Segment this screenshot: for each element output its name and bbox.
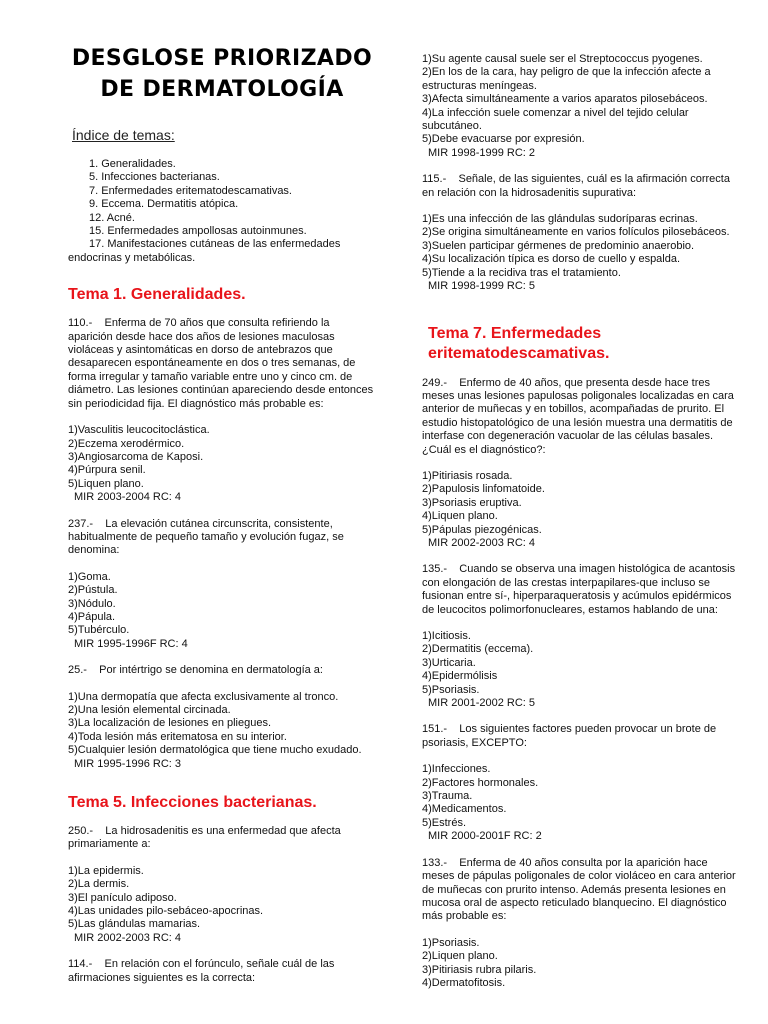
exam-reference: MIR 1998-1999 RC: 5 <box>428 280 535 293</box>
question-115 <box>422 173 738 293</box>
tema-7-heading-line-2: eritematodescamativas. <box>428 344 610 362</box>
options-list <box>422 470 738 550</box>
index-item: 1. Generalidades. <box>89 158 176 170</box>
option: 2)Se origina simultáneamente en varios folículos pilosebáceos. <box>422 226 730 239</box>
index-item: 9. Eccema. Dermatitis atópica. <box>89 198 239 211</box>
option: 5)Tiende a la recidiva tras el tratamiento. <box>422 266 621 279</box>
option: 4)Su localización típica es dorso de cuello y espalda. <box>422 253 681 266</box>
question-237 <box>68 518 376 652</box>
option: 2)En los de la cara, hay peligro de que la infección afecte a estructuras meníngeas. <box>422 66 711 92</box>
option: 2)Una lesión elemental circinada. <box>68 704 231 716</box>
index-item: 7. Enfermedades eritematodescamativas. <box>89 184 292 197</box>
option: 4)Epidermólisis <box>422 670 498 683</box>
left-column <box>68 0 376 985</box>
exam-reference: MIR 2003-2004 RC: 4 <box>74 491 181 504</box>
index-item: 17. Manifestaciones cutáneas de las enfermedades endocrinas y metabólicas. <box>68 238 341 264</box>
question-text: 25.- Por intértrigo se denomina en dermatología a: <box>68 664 323 677</box>
question-249 <box>422 377 738 551</box>
index-item: 12. Acné. <box>89 211 135 224</box>
option: 2)La dermis. <box>68 878 130 891</box>
exam-reference: MIR 2002-2003 RC: 4 <box>74 931 181 944</box>
option: 4)Púrpura senil. <box>68 464 146 477</box>
question-text: 237.- La elevación cutánea circunscrita, consistente, habitualmente de pequeño tamaño y evolución fugaz, se denomina: <box>68 517 347 557</box>
option: 5)Tubérculo. <box>68 624 130 637</box>
exam-reference: MIR 2002-2003 RC: 4 <box>428 536 535 549</box>
tema-1-heading: Tema 1. Generalidades. <box>68 286 246 304</box>
option: 3)Trauma. <box>422 790 473 803</box>
question-250 <box>68 825 376 945</box>
option: 1)Pitiriasis rosada. <box>422 469 513 482</box>
option: 5)Las glándulas mamarias. <box>68 918 201 931</box>
option: 4)La infección suele comenzar a nivel del tejido celular subcutáneo. <box>422 106 689 133</box>
option: 4)Medicamentos. <box>422 803 507 816</box>
right-column <box>422 53 738 990</box>
option: 1)Infecciones. <box>422 763 491 776</box>
options-list <box>422 763 738 843</box>
option: 5)Liquen plano. <box>68 477 144 490</box>
option: 2)Factores hormonales. <box>422 776 539 789</box>
option: 3)Suelen participar gérmenes de predominio anaerobio. <box>422 239 695 252</box>
option: 1)Goma. <box>68 570 111 583</box>
option: 2)Pústula. <box>68 584 118 597</box>
question-135 <box>422 563 738 710</box>
option: 4)Las unidades pilo-sebáceo-apocrinas. <box>68 905 264 918</box>
option: 2)Liquen plano. <box>422 950 498 963</box>
option: 5)Estrés. <box>422 816 467 829</box>
index-heading: Índice de temas: <box>72 127 175 143</box>
question-text: 133.- Enferma de 40 años consulta por la aparición hace meses de pápulas poligonales de color violáceo en cara anterior de muñecas con prurito intenso. Además presenta lesiones en mucosa oral de aspecto reticulado blanquecino. El diagnóstico más probable es: <box>422 856 739 923</box>
option: 2)Eczema xerodérmico. <box>68 437 185 450</box>
options-list <box>68 691 376 771</box>
options-list <box>422 937 738 991</box>
index-item: 5. Infecciones bacterianas. <box>89 171 220 184</box>
question-110 <box>68 317 376 504</box>
option: 5)Psoriasis. <box>422 683 480 696</box>
option: 1)Icitiosis. <box>422 630 471 642</box>
option: 5)Debe evacuarse por expresión. <box>422 133 585 146</box>
options-list <box>68 865 376 945</box>
option: 3)Angiosarcoma de Kaposi. <box>68 450 204 463</box>
option: 4)Pápula. <box>68 610 116 623</box>
index-list <box>68 158 376 265</box>
option: 2)Papulosis linfomatoide. <box>422 483 545 496</box>
option: 1)Es una infección de las glándulas sudoríparas ecrinas. <box>422 213 698 226</box>
option: 5)Pápulas piezogénicas. <box>422 523 542 536</box>
options-list <box>68 571 376 651</box>
title-line-2: DE DERMATOLOGÍA <box>100 77 344 102</box>
tema-5-heading: Tema 5. Infecciones bacterianas. <box>68 794 317 812</box>
question-151 <box>422 723 738 843</box>
question-114-options <box>422 53 738 160</box>
question-text: 250.- La hidrosadenitis es una enfermedad que afecta primariamente a: <box>68 825 344 851</box>
question-text: 135.- Cuando se observa una imagen histológica de acantosis con elongación de las crestas interpapilares-que incluso se fusionan entre sí-, hiperparaqueratosis y acúmulos epidérmicos de leucocitos polimorfonucleares, estamos hablando de una: <box>422 563 739 616</box>
exam-reference: MIR 1998-1999 RC: 2 <box>428 146 535 159</box>
option: 5)Cualquier lesión dermatológica que tiene mucho exudado. <box>68 744 362 757</box>
option: 3)Pitiriasis rubra pilaris. <box>422 963 537 976</box>
title-line-1: DESGLOSE PRIORIZADO <box>71 46 373 71</box>
question-25 <box>68 664 376 771</box>
question-text: 249.- Enfermo de 40 años, que presenta desde hace tres meses unas lesiones papulosas poligonales localizadas en cara anterior de muñecas y en tobillos, acompañadas de prurito. El estudio histopatológico de una lesión muestra una dermatitis de interfase con degeneración vacuolar de las células basales. ¿Cuál es el diagnóstico?: <box>422 376 737 456</box>
question-text: 115.- Señale, de las siguientes, cuál es la afirmación correcta en relación con la hidrosadenitis supurativa: <box>422 173 734 199</box>
question-133 <box>422 857 738 991</box>
option: 3)El panículo adiposo. <box>68 891 177 904</box>
option: 1)Su agente causal suele ser el Streptococcus pyogenes. <box>422 53 703 65</box>
option: 1)La epidermis. <box>68 864 144 877</box>
index-item: 15. Enfermedades ampollosas autoinmunes. <box>89 225 307 238</box>
question-text: 151.- Los siguientes factores pueden provocar un brote de psoriasis, EXCEPTO: <box>422 723 720 749</box>
question-text: 110.- Enferma de 70 años que consulta refiriendo la aparición desde hace dos años de lesiones maculosas violáceas y asintomáticas en dorso de antebrazos que desaparecen espontáneamente en dos o tres semanas, de forma irregular y tamaño variable entre uno y cinco cm. de diámetro. Las lesiones continúan apareciendo desde entonces sin periodicidad fija. El diagnóstico más probable es: <box>68 317 377 410</box>
option: 3)Nódulo. <box>68 597 116 610</box>
option: 4)Toda lesión más eritematosa en su interior. <box>68 730 287 743</box>
tema-7-heading-line-1: Tema 7. Enfermedades <box>428 324 602 342</box>
options-list <box>68 424 376 504</box>
exam-reference: MIR 1995-1996F RC: 4 <box>74 637 188 650</box>
exam-reference: MIR 2001-2002 RC: 5 <box>428 697 535 710</box>
option: 3)La localización de lesiones en pliegues. <box>68 717 272 730</box>
tema-7-heading <box>428 324 738 364</box>
document-title <box>68 43 376 105</box>
option: 1)Una dermopatía que afecta exclusivamente al tronco. <box>68 690 339 703</box>
option: 3)Urticaria. <box>422 656 476 669</box>
option: 2)Dermatitis (eccema). <box>422 643 534 656</box>
option: 4)Liquen plano. <box>422 510 498 523</box>
option: 3)Psoriasis eruptiva. <box>422 496 522 509</box>
option: 4)Dermatofitosis. <box>422 976 506 989</box>
options-list <box>422 630 738 710</box>
question-114 <box>68 958 376 985</box>
exam-reference: MIR 2000-2001F RC: 2 <box>428 830 542 843</box>
option: 1)Psoriasis. <box>422 936 480 949</box>
exam-reference: MIR 1995-1996 RC: 3 <box>74 757 181 770</box>
question-text: 114.- En relación con el forúnculo, señale cuál de las afirmaciones siguientes es la correcta: <box>68 958 338 984</box>
option: 3)Afecta simultáneamente a varios aparatos pilosebáceos. <box>422 93 708 106</box>
options-list <box>422 213 738 293</box>
option: 1)Vasculitis leucocitoclástica. <box>68 424 210 437</box>
